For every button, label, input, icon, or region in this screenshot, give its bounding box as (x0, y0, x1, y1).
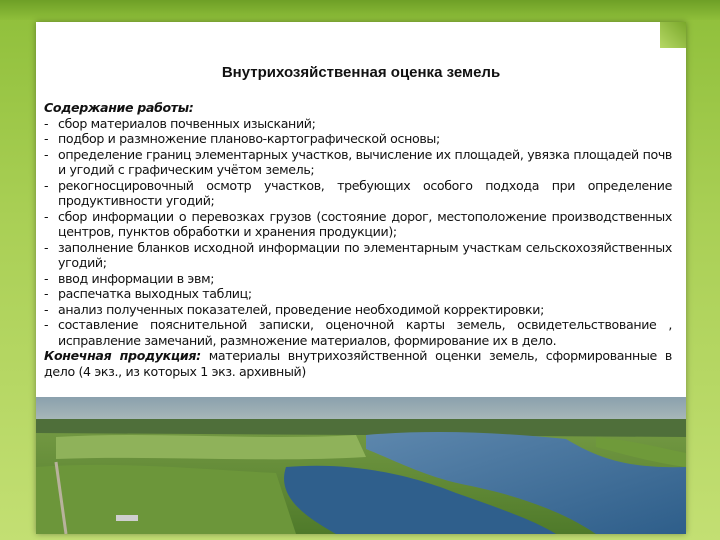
final-product-label: Конечная продукция: (44, 348, 201, 363)
list-item (44, 286, 672, 302)
top-decor-bar (0, 0, 720, 20)
list-item (44, 147, 672, 178)
list-bullet: - (44, 301, 49, 317)
work-list (44, 116, 672, 349)
landscape-photo (36, 397, 686, 534)
slide (36, 22, 686, 534)
list-item (44, 178, 672, 209)
list-item (44, 302, 672, 318)
list-item (44, 271, 672, 287)
list-bullet: - (44, 239, 49, 255)
list-bullet: - (44, 208, 49, 224)
list-item-text: заполнение бланков исходной информации по элементарным участкам сельскохозяйственных угодий; (58, 239, 672, 270)
list-bullet: - (44, 317, 49, 332)
list-item (44, 317, 672, 348)
list-item (44, 131, 672, 147)
final-product (44, 348, 672, 379)
list-item-text: рекогносцировочный осмотр участков, требующих особого подхода при определение продуктивности угодий; (58, 177, 672, 208)
list-bullet: - (44, 115, 49, 131)
list-item-text: составление пояснительной записки, оценочной карты земель, освидетельствование , исправление замечаний, размножение материалов, формирование их в дело. (58, 317, 672, 348)
list-item-text: анализ полученных показателей, проведение необходимой корректировки; (58, 301, 545, 317)
list-item (44, 240, 672, 271)
slide-title: Внутрихозяйственная оценка земель (221, 64, 501, 81)
list-item-text: ввод информации в эвм; (58, 270, 215, 286)
list-item-text: распечатка выходных таблиц; (58, 286, 252, 301)
content-heading: Содержание работы: (44, 100, 194, 115)
list-item (44, 116, 672, 132)
list-item-text: сбор информации о перевозках грузов (состояние дорог, местоположение производственных центров, пунктов обработки и хранения продукции); (58, 208, 672, 239)
list-bullet: - (44, 131, 49, 146)
list-item (44, 209, 672, 240)
final-product-text: материалы внутрихозяйственной оценки земель, сформированные в дело (4 экз., из которых 1 экз. архивный) (44, 348, 672, 379)
list-item-text: определение границ элементарных участков, вычисление их площадей, увязка площадей почв и угодий с графическим учётом земель; (58, 146, 672, 177)
slide-content (44, 100, 672, 379)
list-bullet: - (44, 177, 49, 193)
list-bullet: - (44, 146, 49, 162)
list-bullet: - (44, 270, 49, 286)
list-bullet: - (44, 286, 49, 301)
corner-decoration (660, 22, 686, 48)
list-item-text: сбор материалов почвенных изысканий; (58, 115, 316, 131)
list-item-text: подбор и размножение планово-картографической основы; (58, 131, 440, 146)
